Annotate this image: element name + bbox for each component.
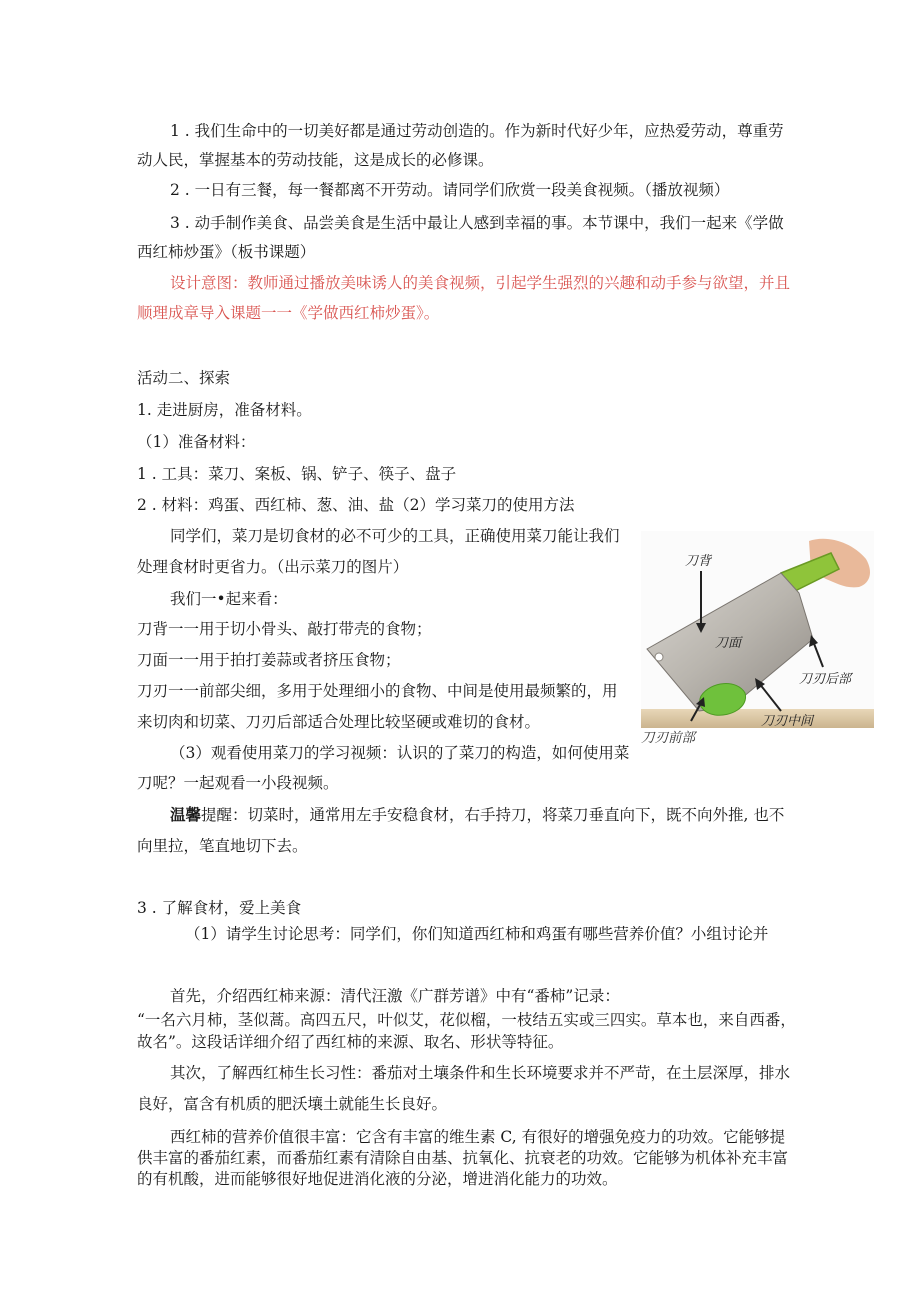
materials-line: 2 . 材料：鸡蛋、西红柿、葱、油、盐（2）学习菜刀的使用方法 (137, 496, 575, 514)
knife-face-desc: 刀面一一用于拍打姜蒜或者挤压食物； (137, 651, 401, 669)
origin-line2: “一名六月柿，茎似蒿。高四五尺，叶似艾，花似榴，一枝结五实或三四实。草本也，来自西番， (137, 1011, 796, 1029)
intro-p1-line1: 1 . 我们生命中的一切美好都是通过劳动创造的。作为新时代好少年，应热爱劳动，尊重劳 (170, 122, 784, 140)
knife-figure (641, 531, 874, 728)
intro-p3-line2: 西红柿炒蛋》（板书课题） (137, 243, 316, 261)
look-together: 我们一•起来看： (170, 590, 288, 608)
label-middle: 刀刃中间 (761, 714, 814, 728)
intro-p2: 2 . 一日有三餐，每一餐都离不开劳动。请同学们欣赏一段美食视频。（播放视频） (170, 181, 730, 199)
label-back: 刀背 (685, 554, 712, 569)
knife-back-desc: 刀背一一用于切小骨头、敲打带壳的食物； (137, 620, 432, 638)
activity2-title: 活动二、探索 (137, 369, 231, 387)
tip-text: 提醒：切菜时，通常用左手安稳食材，右手持刀，将菜刀垂直向下，既不向外推, 也不 (201, 806, 785, 824)
knife-hole (655, 653, 663, 661)
knife-illustration (641, 531, 874, 728)
knife-intro-line1: 同学们，菜刀是切食材的必不可少的工具，正确使用菜刀能让我们 (170, 527, 620, 545)
origin-line1: 首先，介绍西红柿来源：清代汪激《广群芳谱》中有“番柿”记录： (170, 987, 620, 1005)
tools-line: 1 . 工具：菜刀、案板、锅、铲子、筷子、盘子 (137, 465, 457, 483)
tip-line1 (170, 805, 784, 825)
tip-label: 温馨 (170, 805, 202, 824)
video-line1: （3）观看使用菜刀的学习视频：认识的了菜刀的构造，如何使用菜 (170, 744, 630, 762)
intro-p3-line1: 3 . 动手制作美食、品尝美食是生活中最让人感到幸福的事。本节课中，我们一起来《学做 (170, 214, 784, 232)
discuss-line: （1）请学生讨论思考：同学们，你们知道西红柿和鸡蛋有哪些营养价值？小组讨论并 (185, 925, 769, 943)
tip-line2: 向里拉，笔直地切下去。 (137, 837, 308, 855)
growth-line1: 其次，了解西红柿生长习性：番茄对土壤条件和生长环境要求并不严苛，在土层深厚，排水 (170, 1064, 791, 1082)
activity2-sub1: （1）准备材料： (137, 433, 256, 451)
knife-edge-desc-line1: 刀刃一一前部尖细，多用于处理细小的食物、中间是使用最频繁的，用 (137, 682, 618, 700)
design-intent-line2: 顺理成章导入课题一一《学做西红柿炒蛋》。 (137, 304, 440, 322)
nutrition-line3: 的有机酸，进而能够很好地促进消化液的分泌，增进消化能力的功效。 (137, 1170, 618, 1188)
knife-edge-desc-line2: 来切肉和切菜、刀刃后部适合处理比较坚硬或难切的食材。 (137, 713, 541, 731)
section3-title: 3 . 了解食材，爱上美食 (137, 899, 302, 917)
video-line2: 刀呢？一起观看一小段视频。 (137, 774, 339, 792)
label-front: 刀刃前部 (641, 730, 695, 746)
label-face: 刀面 (715, 636, 742, 651)
growth-line2: 良好，富含有机质的肥沃壤土就能生长良好。 (137, 1095, 448, 1113)
activity2-step1: 1. 走进厨房，准备材料。 (137, 401, 312, 419)
design-intent-line1: 设计意图：教师通过播放美味诱人的美食视频，引起学生强烈的兴趣和动手参与欲望，并且 (170, 274, 791, 292)
knife-intro-line2: 处理食材时更省力。（出示菜刀的图片） (137, 558, 409, 576)
label-rear: 刀刃后部 (799, 672, 852, 687)
nutrition-line1: 西红柿的营养价值很丰富：它含有丰富的维生素 C, 有很好的增强免疫力的功效。它能够提 (170, 1128, 786, 1146)
intro-p1-line2: 动人民，掌握基本的劳动技能，这是成长的必修课。 (137, 151, 494, 169)
origin-line3: 故名”。这段话详细介绍了西红柿的来源、取名、形状等特征。 (137, 1033, 564, 1051)
nutrition-line2: 供丰富的番茄红素，而番茄红素有清除自由基、抗氧化、抗衰老的功效。它能够为机体补充丰富 (137, 1149, 789, 1167)
